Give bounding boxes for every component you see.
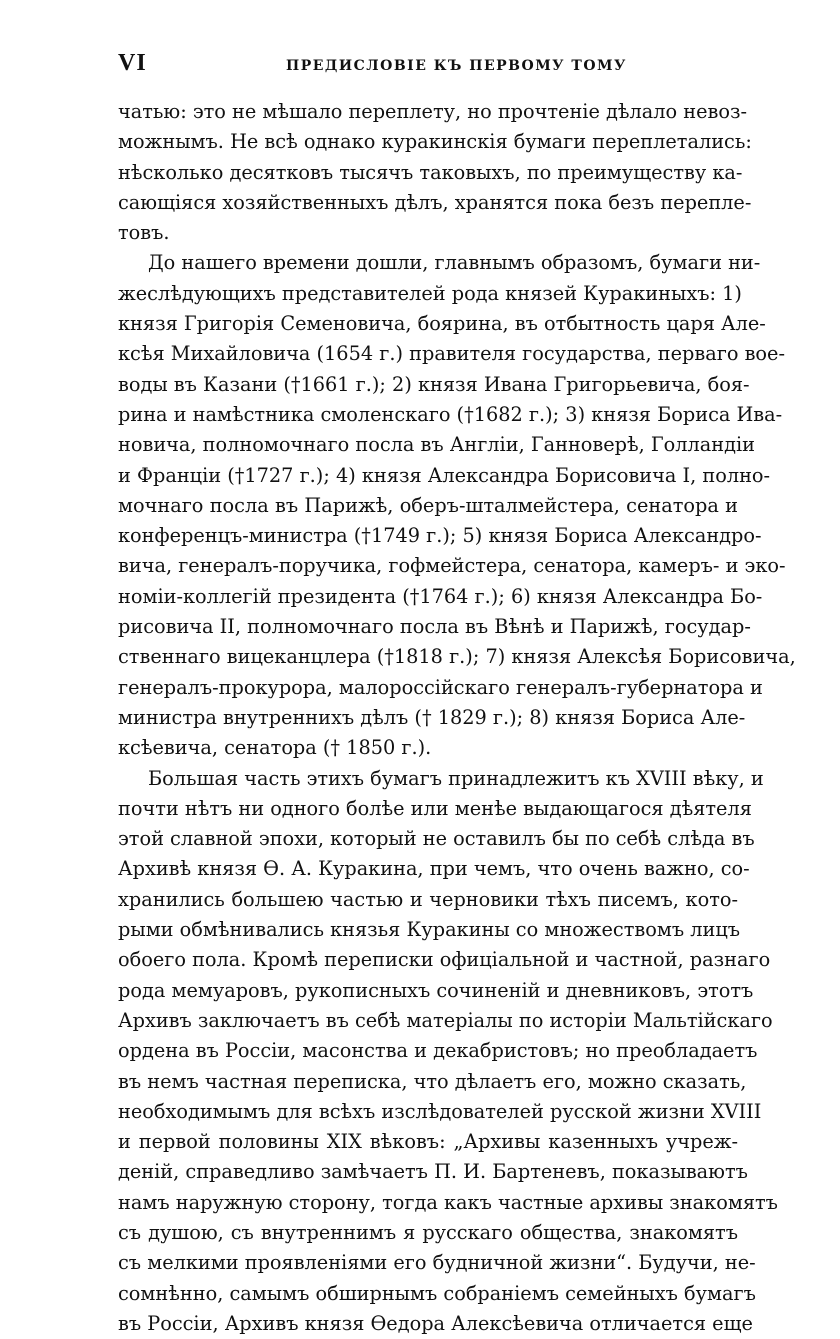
text-line: новича, полномочнаго посла въ Англіи, Ганноверѣ, Голландіи <box>118 433 756 457</box>
text-line: чатью: это не мѣшало переплету, но прочтеніе дѣлало невоз- <box>118 100 747 123</box>
text-line: сомнѣнно, самымъ обширнымъ собраніемъ семейныхъ бумагъ <box>118 1281 756 1305</box>
text-line: ственнаго вицеканцлера (†1818 г.); 7) князя Алексѣя Борисовича, <box>118 645 796 669</box>
page-header <box>118 50 738 84</box>
text-line: жеслѣдующихъ представителей рода князей Куракиныхъ: 1) <box>118 281 742 305</box>
text-line: съ мелкими проявленіями его будничной жизни“. Будучи, не- <box>118 1251 756 1275</box>
page-number: VI <box>118 50 147 76</box>
running-head: ПРЕДИСЛОВІЕ КЪ ПЕРВОМУ ТОМУ <box>286 58 627 74</box>
text-line: рисовича II, полномочнаго посла въ Вѣнѣ и Парижѣ, государ- <box>118 615 751 639</box>
text-line: воды въ Казани (†1661 г.); 2) князя Ивана Григорьевича, боя- <box>118 372 750 396</box>
text-line: Архивъ заключаетъ въ себѣ матеріалы по исторіи Мальтійскаго <box>118 1008 773 1032</box>
text-line: номіи-коллегій президента (†1764 г.); 6) князя Александра Бо- <box>118 584 763 608</box>
text-line: генералъ-прокурора, малороссійскаго генералъ-губернатора и <box>118 675 763 699</box>
text-line: хранились большею частью и черновики тѣхъ писемъ, кото- <box>118 887 738 911</box>
text-line: этой славной эпохи, который не оставилъ бы по себѣ слѣда въ <box>118 827 755 851</box>
text-line: Архивѣ князя Ѳ. А. Куракина, при чемъ, что очень важно, со- <box>118 857 750 881</box>
text-line: въ Россіи, Архивъ князя Ѳедора Алексѣевича отличается еще <box>118 1311 753 1335</box>
text-line: вича, генералъ-поручика, гофмейстера, сенатора, камеръ- и эко- <box>118 554 786 578</box>
text-line: съ душою, съ внутреннимъ я русскаго общества, знакомятъ <box>118 1220 738 1244</box>
text-line: и Франціи (†1727 г.); 4) князя Александра Борисовича I, полно- <box>118 463 771 487</box>
body-text <box>118 97 796 1339</box>
text-line: рода мемуаровъ, рукописныхъ сочиненій и дневниковъ, этотъ <box>118 978 754 1002</box>
text-line: ордена въ Россіи, масонства и декабристовъ; но преобладаетъ <box>118 1039 758 1063</box>
text-line: намъ наружную сторону, тогда какъ частные архивы знакомятъ <box>118 1190 778 1214</box>
text-line: обоего пола. Кромѣ переписки офиціальной и частной, разнаго <box>118 948 771 972</box>
paragraph-start-line: До нашего времени дошли, главнымъ образомъ, бумаги ни- <box>148 251 761 275</box>
text-line: рина и намѣстника смоленскаго (†1682 г.); 3) князя Бориса Ива- <box>118 402 783 426</box>
text-line: ксѣевича, сенатора († 1850 г.). <box>118 736 432 760</box>
text-line: почти нѣтъ ни одного болѣе или менѣе выдающагося дѣятеля <box>118 796 752 820</box>
text-line: необходимымъ для всѣхъ изслѣдователей русской жизни XVIII <box>118 1099 762 1123</box>
paragraph-start-line: Большая часть этихъ бумагъ принадлежитъ къ XVIII вѣку, и <box>148 766 764 790</box>
text-line: сающіяся хозяйственныхъ дѣлъ, хранятся пока безъ перепле- <box>118 190 752 214</box>
text-line: можнымъ. Не всѣ однако куракинскія бумаги переплетались: <box>118 130 752 154</box>
text-line: деній, справедливо замѣчаетъ П. И. Бартеневъ, показываютъ <box>118 1160 748 1184</box>
text-line: въ немъ частная переписка, что дѣлаетъ его, можно сказать, <box>118 1069 747 1093</box>
text-line: князя Григорія Семеновича, боярина, въ отбытность царя Але- <box>118 312 766 336</box>
text-line: товъ. <box>118 221 170 245</box>
text-line: ксѣя Михайловича (1654 г.) правителя государства, перваго вое- <box>118 342 785 366</box>
text-line: конференцъ-министра (†1749 г.); 5) князя Бориса Александро- <box>118 524 762 548</box>
text-line: мочнаго посла въ Парижѣ, оберъ-шталмейстера, сенатора и <box>118 493 738 517</box>
text-line: и первой половины XIX вѣковъ: „Архивы казенныхъ учреж- <box>118 1130 738 1154</box>
text-line: рыми обмѣнивались князья Куракины со множествомъ лицъ <box>118 918 741 942</box>
text-line: нѣсколько десятковъ тысячъ таковыхъ, по преимуществу ка- <box>118 160 743 184</box>
text-line: министра внутреннихъ дѣлъ († 1829 г.); 8) князя Бориса Але- <box>118 705 746 729</box>
